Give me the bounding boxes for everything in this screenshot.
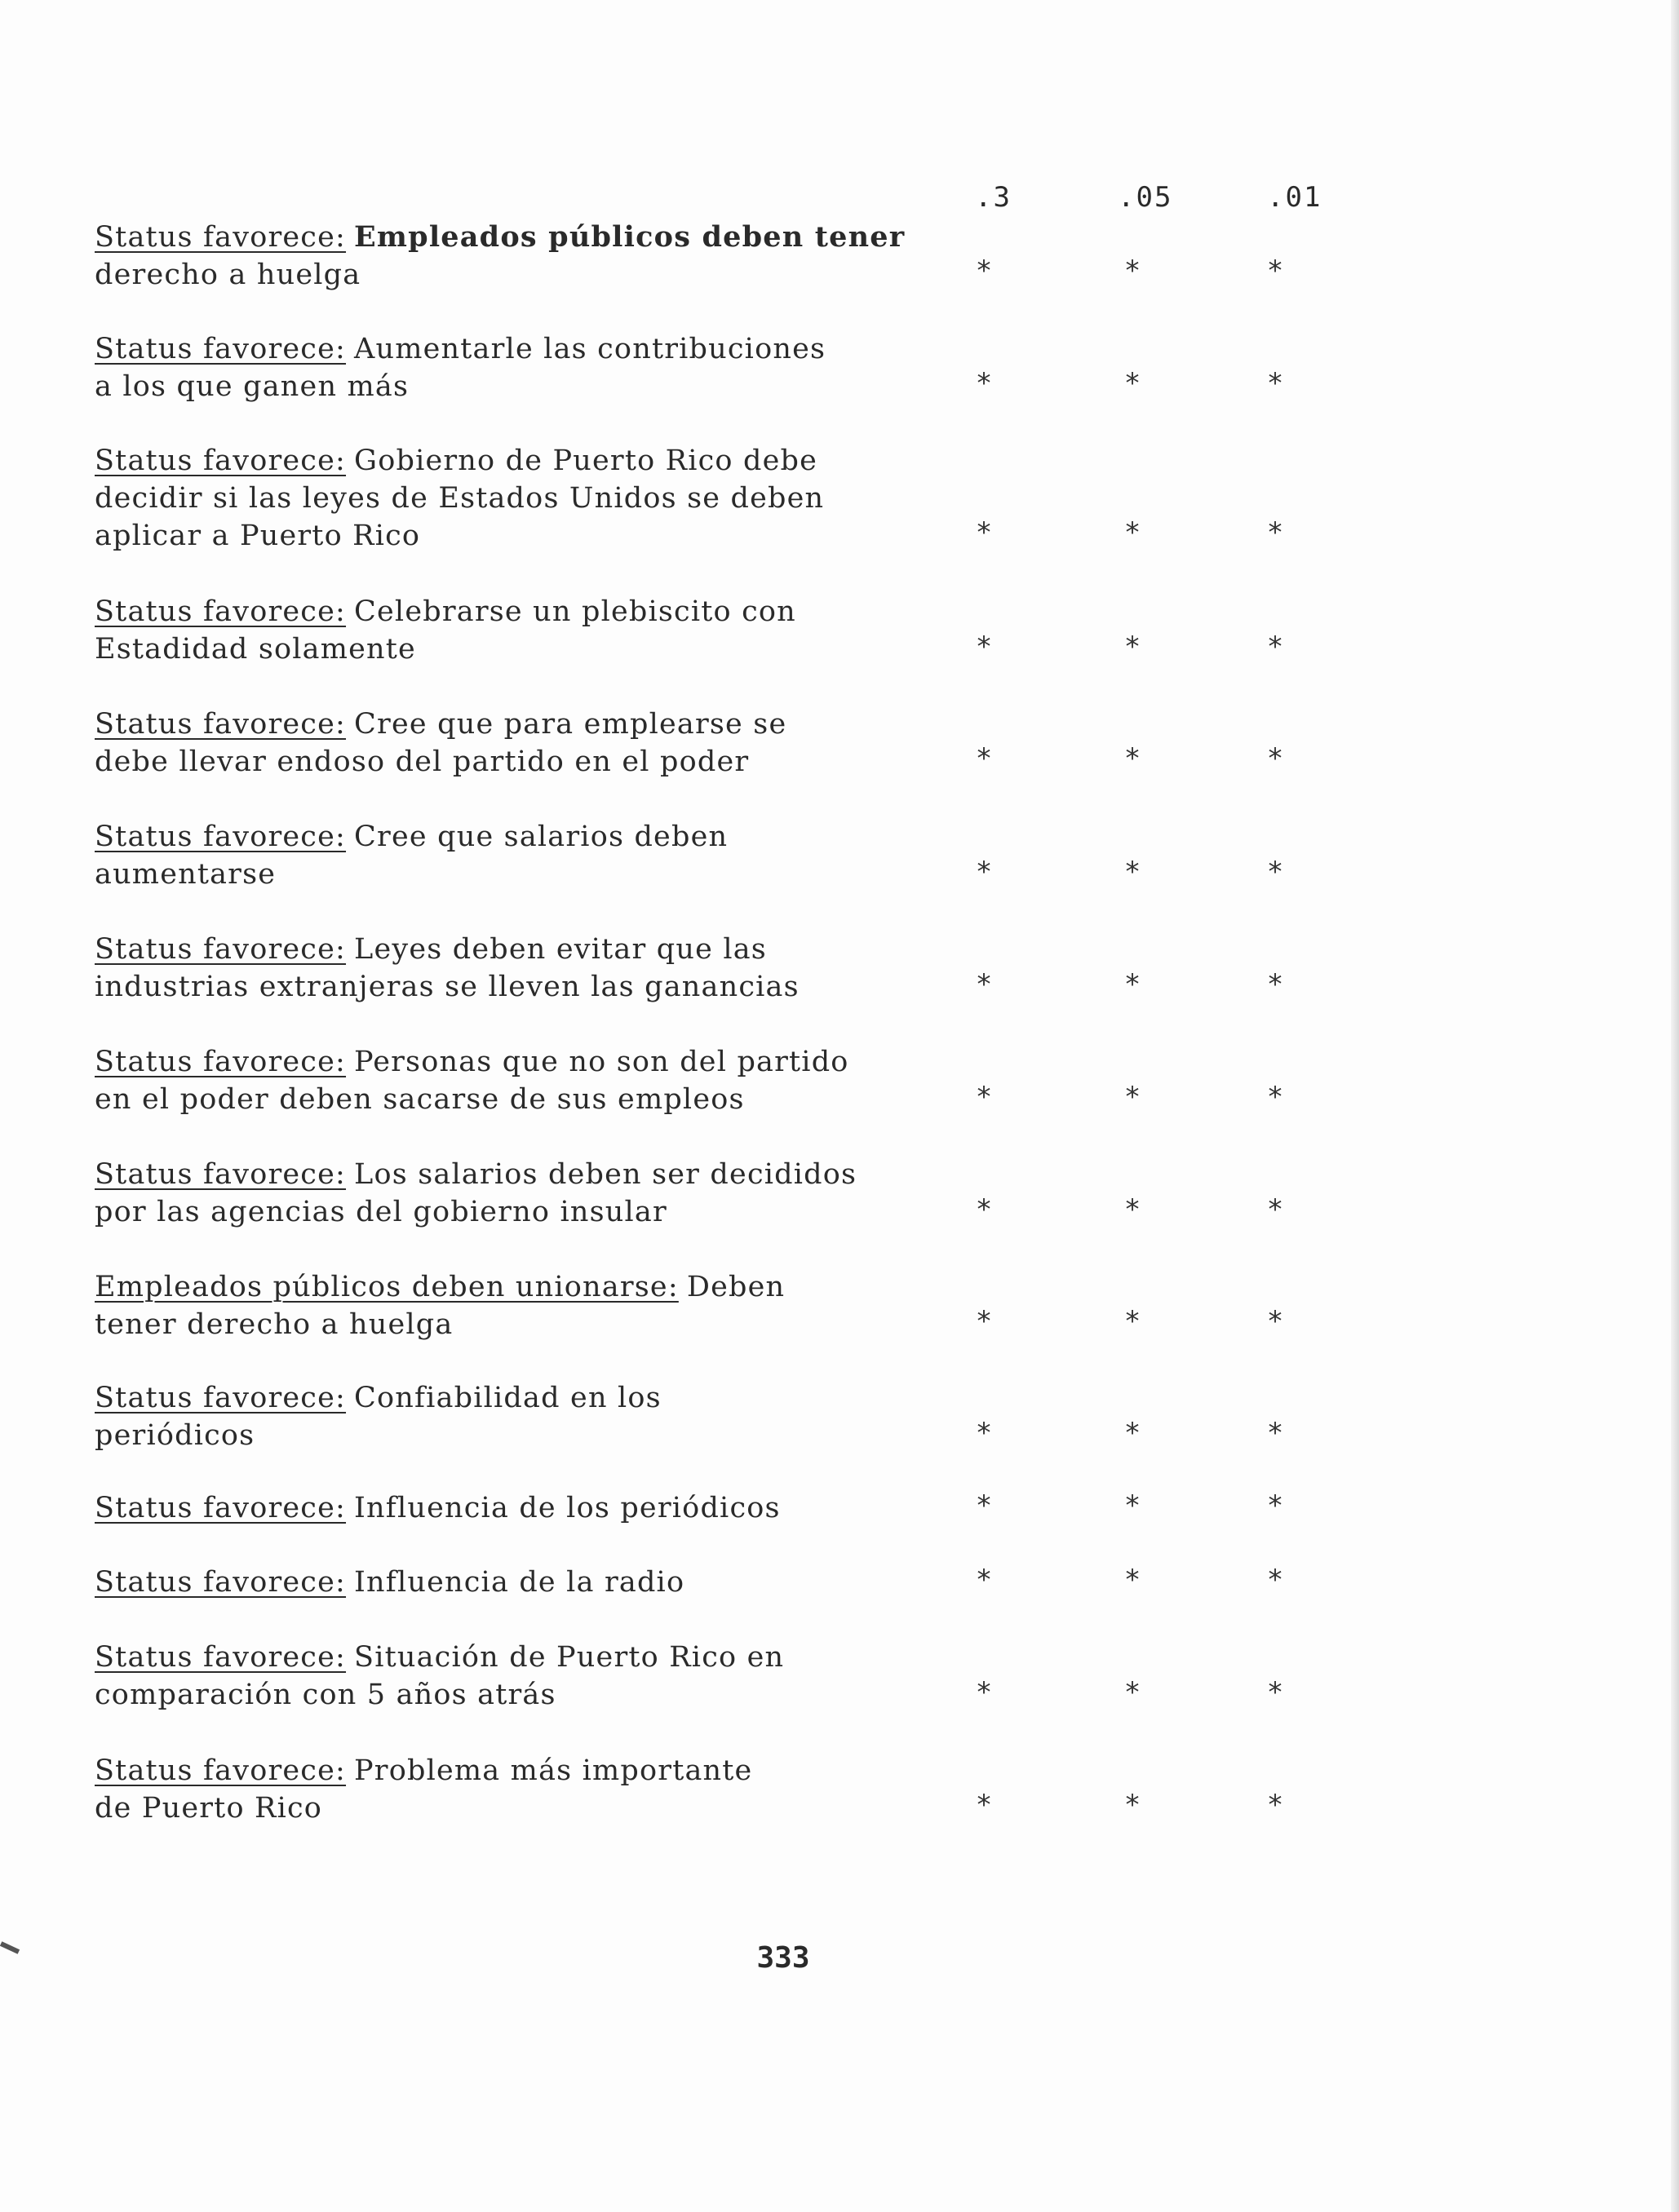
significance-mark: *: [1125, 742, 1140, 775]
significance-mark: *: [1268, 968, 1283, 1001]
significance-mark: *: [977, 367, 991, 400]
row-text: Cree que salarios deben: [354, 821, 729, 853]
row-text-continued: periódicos: [95, 1419, 255, 1452]
row-text: Empleados públicos deben tener: [354, 220, 906, 254]
significance-mark: *: [1268, 856, 1283, 888]
significance-mark: *: [1268, 630, 1283, 663]
row-text: Confiabilidad en los: [354, 1382, 662, 1414]
row-text-continued: debe llevar endoso del partido en el poder: [95, 745, 750, 778]
table-row: [95, 1489, 910, 1527]
row-text-continued: industrias extranjeras se lleven las ganancias: [95, 971, 800, 1003]
significance-mark: *: [1268, 1081, 1283, 1113]
row-text: Celebrarse un plebiscito con: [354, 595, 796, 628]
row-text-continued: aplicar a Puerto Rico: [95, 520, 421, 552]
row-lead: Status favorece:: [95, 708, 347, 741]
significance-mark: *: [977, 1193, 991, 1226]
significance-mark: *: [1268, 1305, 1283, 1338]
row-lead: Status favorece:: [95, 1382, 347, 1414]
significance-mark: *: [1125, 1193, 1140, 1226]
significance-mark: *: [1268, 367, 1283, 400]
table-row: [95, 442, 910, 555]
table-row: [95, 1564, 910, 1601]
row-lead: Status favorece:: [95, 333, 347, 365]
row-text: Los salarios deben ser decididos: [354, 1158, 857, 1191]
significance-mark: *: [977, 1564, 991, 1596]
column-header-03: .3: [975, 181, 1012, 214]
table-row: [95, 1156, 910, 1231]
significance-mark: *: [1125, 1489, 1140, 1522]
row-text-continued: decidir si las leyes de Estados Unidos se deben: [95, 482, 825, 515]
significance-mark: *: [977, 1081, 991, 1113]
row-text: Influencia de los periódicos: [354, 1492, 781, 1524]
significance-mark: *: [1125, 630, 1140, 663]
significance-mark: *: [1125, 856, 1140, 888]
significance-mark: *: [977, 254, 991, 287]
significance-mark: *: [1268, 1789, 1283, 1821]
row-text: Cree que para emplearse se: [354, 708, 787, 741]
significance-mark: *: [977, 1489, 991, 1522]
row-text-continued: tener derecho a huelga: [95, 1308, 454, 1341]
significance-mark: *: [1125, 516, 1140, 549]
row-text-continued: aumentarse: [95, 858, 277, 891]
row-text-continued: de Puerto Rico: [95, 1792, 323, 1825]
significance-mark: *: [1125, 1081, 1140, 1113]
table-row: [95, 706, 910, 781]
row-lead: Status favorece:: [95, 1492, 347, 1524]
significance-mark: *: [1125, 1789, 1140, 1821]
significance-mark: *: [1268, 254, 1283, 287]
row-text: Influencia de la radio: [354, 1566, 685, 1599]
row-text: Deben: [686, 1271, 786, 1303]
table-row: [95, 219, 910, 294]
significance-mark: *: [1268, 1489, 1283, 1522]
significance-mark: *: [977, 1789, 991, 1821]
page-number: 333: [756, 1941, 810, 1975]
row-lead: Status favorece:: [95, 595, 347, 628]
scan-edge: [1671, 0, 1679, 2212]
significance-mark: *: [1125, 367, 1140, 400]
row-lead: Status favorece:: [95, 1641, 347, 1674]
table-row: [95, 1752, 910, 1827]
row-text: Aumentarle las contribuciones: [354, 333, 826, 365]
significance-mark: *: [1125, 968, 1140, 1001]
row-lead: Status favorece:: [95, 221, 347, 254]
significance-mark: *: [1125, 1305, 1140, 1338]
row-text-continued: Estadidad solamente: [95, 633, 416, 666]
table-row: [95, 1379, 910, 1454]
significance-mark: *: [1125, 254, 1140, 287]
significance-mark: *: [977, 516, 991, 549]
column-header-005: .05: [1118, 181, 1173, 214]
significance-mark: *: [1268, 516, 1283, 549]
table-row: [95, 593, 910, 668]
table-row: [95, 818, 910, 893]
row-text-continued: en el poder deben sacarse de sus empleos: [95, 1083, 745, 1116]
table-row: [95, 1043, 910, 1118]
row-text: Leyes deben evitar que las: [354, 933, 767, 966]
significance-mark: *: [1268, 742, 1283, 775]
row-text: Problema más importante: [354, 1754, 753, 1787]
row-lead: Status favorece:: [95, 1046, 347, 1078]
row-text: Personas que no son del partido: [354, 1046, 849, 1078]
significance-mark: *: [1125, 1417, 1140, 1449]
table-row: [95, 931, 910, 1006]
row-text: Situación de Puerto Rico en: [354, 1641, 785, 1674]
row-lead: Status favorece:: [95, 1566, 347, 1599]
row-text-continued: a los que ganen más: [95, 370, 410, 403]
row-lead: Status favorece:: [95, 445, 347, 477]
scan-artifact: [0, 1941, 20, 1954]
row-text-continued: comparación con 5 años atrás: [95, 1679, 556, 1711]
significance-mark: *: [1268, 1564, 1283, 1596]
significance-mark: *: [1125, 1676, 1140, 1709]
row-lead: Status favorece:: [95, 821, 347, 853]
row-lead: Empleados públicos deben unionarse:: [95, 1271, 679, 1303]
row-text-continued: por las agencias del gobierno insular: [95, 1196, 667, 1228]
row-text: Gobierno de Puerto Rico debe: [354, 445, 818, 477]
row-lead: Status favorece:: [95, 1158, 347, 1191]
row-text-continued: derecho a huelga: [95, 259, 361, 291]
significance-mark: *: [1125, 1564, 1140, 1596]
significance-mark: *: [977, 630, 991, 663]
significance-mark: *: [977, 856, 991, 888]
row-lead: Status favorece:: [95, 933, 347, 966]
row-lead: Status favorece:: [95, 1754, 347, 1787]
significance-mark: *: [977, 968, 991, 1001]
significance-mark: *: [1268, 1417, 1283, 1449]
significance-mark: *: [977, 1676, 991, 1709]
significance-mark: *: [977, 742, 991, 775]
significance-mark: *: [1268, 1193, 1283, 1226]
significance-mark: *: [977, 1417, 991, 1449]
table-row: [95, 330, 910, 405]
significance-mark: *: [977, 1305, 991, 1338]
table-row: [95, 1639, 910, 1714]
significance-mark: *: [1268, 1676, 1283, 1709]
column-header-001: .01: [1267, 181, 1322, 214]
table-row: [95, 1268, 910, 1343]
